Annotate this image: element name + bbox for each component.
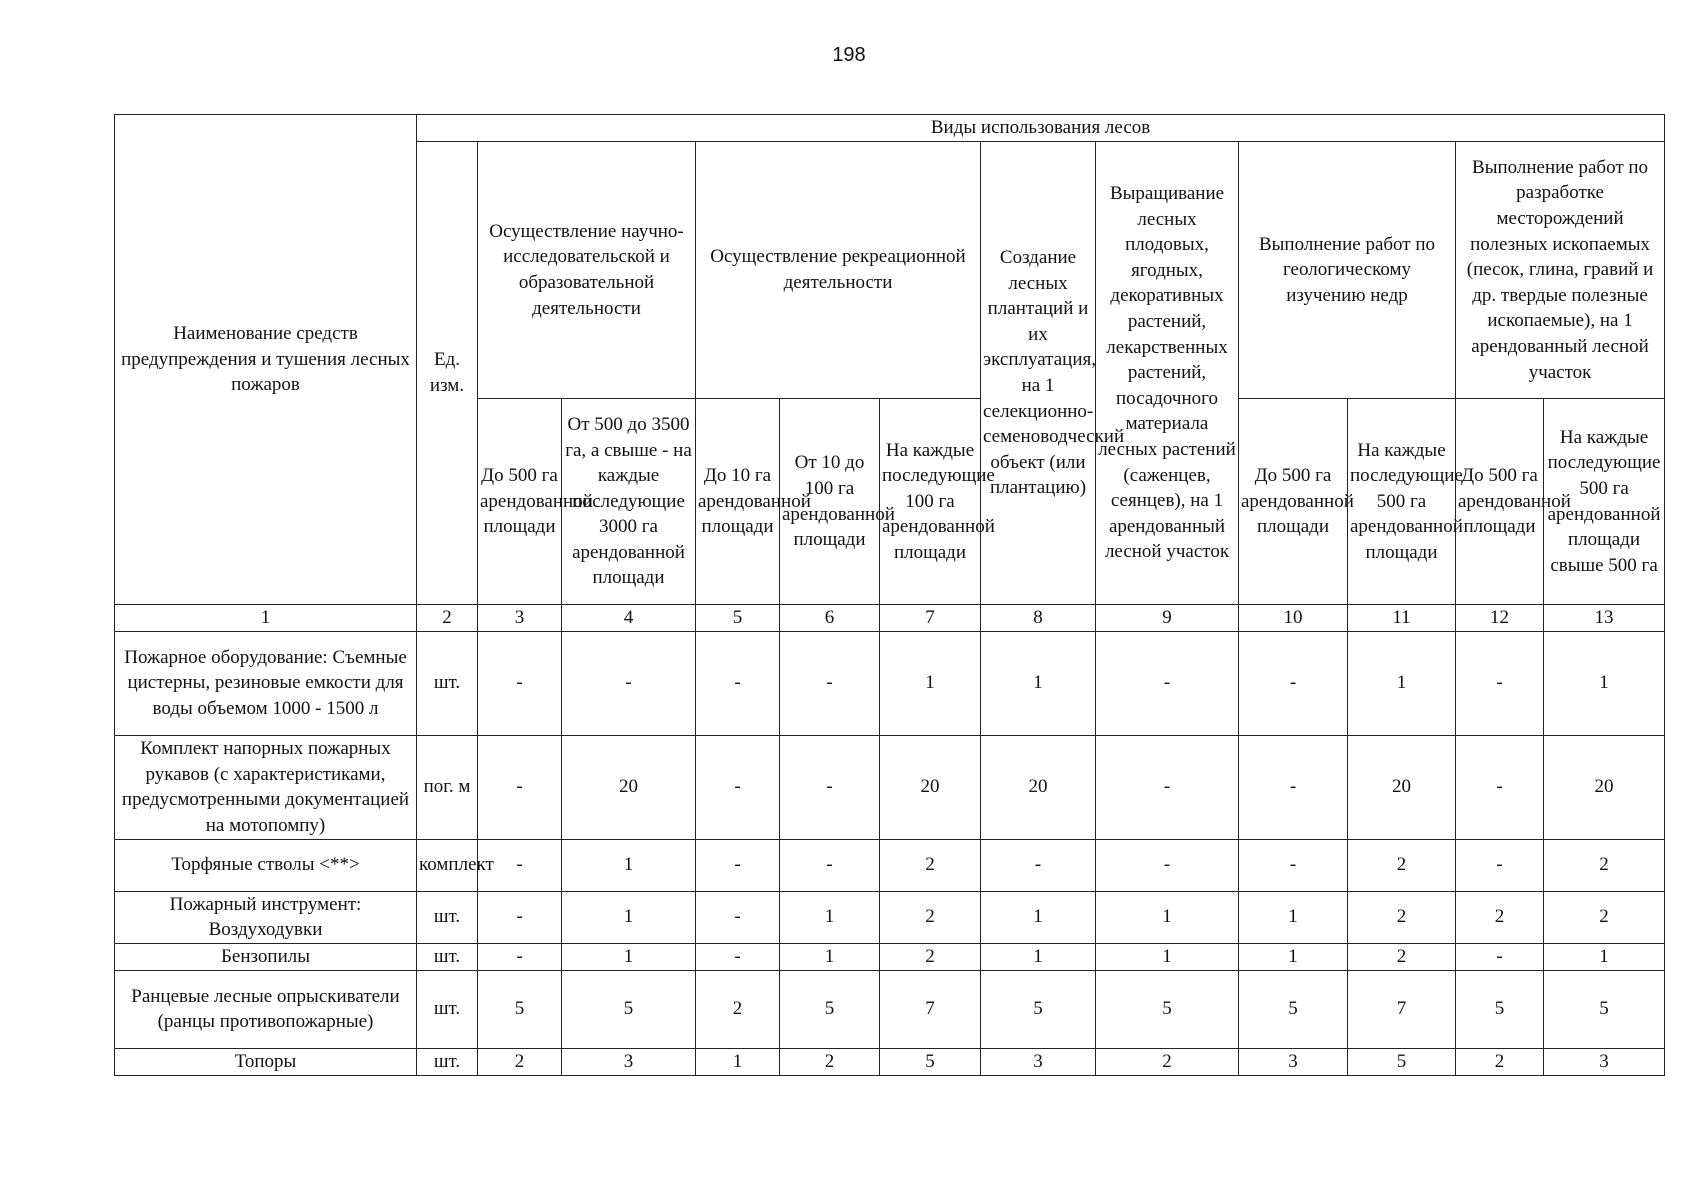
header-unit: Ед. изм. xyxy=(417,142,478,605)
row-unit: шт. xyxy=(417,943,478,970)
col-number: 11 xyxy=(1348,605,1456,632)
row-value: 1 xyxy=(1096,891,1239,943)
row-value: 1 xyxy=(1239,943,1348,970)
table-row xyxy=(115,891,1665,943)
row-value: - xyxy=(1239,631,1348,735)
table-row xyxy=(115,839,1665,891)
row-value: 1 xyxy=(880,631,981,735)
row-value: 20 xyxy=(1348,735,1456,839)
row-value: - xyxy=(478,943,562,970)
row-name: Топоры xyxy=(115,1048,417,1075)
row-value: 1 xyxy=(562,839,696,891)
row-value: 2 xyxy=(1456,891,1544,943)
row-value: 1 xyxy=(981,891,1096,943)
row-value: 2 xyxy=(1544,839,1665,891)
row-value: 1 xyxy=(780,943,880,970)
row-value: - xyxy=(1239,735,1348,839)
row-value: 1 xyxy=(562,943,696,970)
header-sub-3: До 500 га арендованной площади xyxy=(478,399,562,605)
header-group-mining: Выполнение работ по разработке месторождений полезных ископаемых (песок, глина, гравий и др. твердые полезные ископаемые), на 1 арендованный лесной участок xyxy=(1456,142,1665,399)
header-sub-7: На каждые последующие 100 га арендованной площади xyxy=(880,399,981,605)
row-unit: комплект xyxy=(417,839,478,891)
table-row xyxy=(115,735,1665,839)
row-value: 2 xyxy=(1348,943,1456,970)
col-number: 3 xyxy=(478,605,562,632)
header-sub-11: На каждые последующие 500 га арендованной площади xyxy=(1348,399,1456,605)
row-name: Комплект напорных пожарных рукавов (с характеристиками, предусмотренными документацией на мотопомпу) xyxy=(115,735,417,839)
row-unit: шт. xyxy=(417,631,478,735)
row-value: 2 xyxy=(880,943,981,970)
row-value: - xyxy=(478,839,562,891)
table-row xyxy=(115,1048,1665,1075)
row-value: - xyxy=(1456,839,1544,891)
row-value: 5 xyxy=(880,1048,981,1075)
row-value: 7 xyxy=(1348,970,1456,1048)
row-value: - xyxy=(981,839,1096,891)
row-value: 2 xyxy=(478,1048,562,1075)
row-value: - xyxy=(696,735,780,839)
col-number: 8 xyxy=(981,605,1096,632)
row-value: 5 xyxy=(981,970,1096,1048)
row-value: - xyxy=(696,891,780,943)
header-row-numbers xyxy=(115,605,1665,632)
header-sub-4: От 500 до 3500 га, а свыше - на каждые последующие 3000 га арендованной площади xyxy=(562,399,696,605)
row-value: 5 xyxy=(1348,1048,1456,1075)
row-value: 20 xyxy=(1544,735,1665,839)
header-group-recreation: Осуществление рекреационной деятельности xyxy=(696,142,981,399)
header-sub-10: До 500 га арендованной площади xyxy=(1239,399,1348,605)
header-sub-13: На каждые последующие 500 га арендованной площади свыше 500 га xyxy=(1544,399,1665,605)
col-number: 13 xyxy=(1544,605,1665,632)
col-number: 2 xyxy=(417,605,478,632)
row-value: - xyxy=(696,839,780,891)
header-group-plantations: Создание лесных плантаций и их эксплуатация, на 1 селекционно-семеноводческий объект (или плантацию) xyxy=(981,142,1096,605)
col-number: 1 xyxy=(115,605,417,632)
header-name: Наименование средств предупреждения и тушения лесных пожаров xyxy=(115,115,417,605)
col-number: 7 xyxy=(880,605,981,632)
page-number: 198 xyxy=(832,44,866,66)
equipment-table xyxy=(114,114,1665,1076)
row-value: - xyxy=(562,631,696,735)
row-unit: шт. xyxy=(417,1048,478,1075)
header-sub-6: От 10 до 100 га арендованной площади xyxy=(780,399,880,605)
row-value: - xyxy=(780,839,880,891)
row-value: 3 xyxy=(1239,1048,1348,1075)
row-value: - xyxy=(1096,735,1239,839)
row-value: 1 xyxy=(1239,891,1348,943)
row-value: - xyxy=(478,631,562,735)
row-value: - xyxy=(1239,839,1348,891)
col-number: 9 xyxy=(1096,605,1239,632)
row-value: 1 xyxy=(562,891,696,943)
row-name: Бензопилы xyxy=(115,943,417,970)
row-value: 1 xyxy=(981,631,1096,735)
row-value: 7 xyxy=(880,970,981,1048)
table-row xyxy=(115,970,1665,1048)
header-group-growing: Выращивание лесных плодовых, ягодных, декоративных растений, лекарственных растений, посадочного материала лесных растений (саженцев, сеянцев), на 1 арендованный лесной участок xyxy=(1096,142,1239,605)
row-unit: шт. xyxy=(417,970,478,1048)
row-value: - xyxy=(780,735,880,839)
header-group-title: Виды использования лесов xyxy=(417,115,1665,142)
row-value: 3 xyxy=(1544,1048,1665,1075)
row-name: Ранцевые лесные опрыскиватели (ранцы противопожарные) xyxy=(115,970,417,1048)
row-value: 1 xyxy=(780,891,880,943)
row-value: 2 xyxy=(1348,891,1456,943)
col-number: 6 xyxy=(780,605,880,632)
row-value: 20 xyxy=(981,735,1096,839)
row-value: 5 xyxy=(1456,970,1544,1048)
header-group-research: Осуществление научно-исследовательской и образовательной деятельности xyxy=(478,142,696,399)
table-row xyxy=(115,631,1665,735)
row-name: Пожарное оборудование: Съемные цистерны, резиновые емкости для воды объемом 1000 - 1500 л xyxy=(115,631,417,735)
row-name: Торфяные стволы <**> xyxy=(115,839,417,891)
row-value: 2 xyxy=(780,1048,880,1075)
row-value: 1 xyxy=(1544,943,1665,970)
row-value: 2 xyxy=(696,970,780,1048)
row-value: - xyxy=(1456,943,1544,970)
row-unit: пог. м xyxy=(417,735,478,839)
table-row xyxy=(115,943,1665,970)
row-value: - xyxy=(1456,735,1544,839)
row-value: 5 xyxy=(1239,970,1348,1048)
row-value: 20 xyxy=(562,735,696,839)
header-sub-5: До 10 га арендованной площади xyxy=(696,399,780,605)
row-value: 5 xyxy=(1544,970,1665,1048)
row-value: 1 xyxy=(1544,631,1665,735)
row-value: 2 xyxy=(1348,839,1456,891)
row-value: - xyxy=(1096,631,1239,735)
row-value: - xyxy=(1096,839,1239,891)
col-number: 12 xyxy=(1456,605,1544,632)
row-value: 2 xyxy=(880,839,981,891)
header-row-top xyxy=(115,115,1665,142)
col-number: 5 xyxy=(696,605,780,632)
row-value: - xyxy=(780,631,880,735)
row-value: 3 xyxy=(562,1048,696,1075)
row-value: 2 xyxy=(880,891,981,943)
row-value: 20 xyxy=(880,735,981,839)
row-value: - xyxy=(696,943,780,970)
header-group-geology: Выполнение работ по геологическому изучению недр xyxy=(1239,142,1456,399)
row-value: 3 xyxy=(981,1048,1096,1075)
row-value: 1 xyxy=(696,1048,780,1075)
row-value: 2 xyxy=(1456,1048,1544,1075)
row-value: 2 xyxy=(1096,1048,1239,1075)
row-unit: шт. xyxy=(417,891,478,943)
col-number: 4 xyxy=(562,605,696,632)
row-value: - xyxy=(478,891,562,943)
row-value: 1 xyxy=(981,943,1096,970)
row-value: 2 xyxy=(1544,891,1665,943)
row-value: - xyxy=(478,735,562,839)
col-number: 10 xyxy=(1239,605,1348,632)
header-sub-12: До 500 га арендованной площади xyxy=(1456,399,1544,605)
row-value: 5 xyxy=(478,970,562,1048)
row-value: 1 xyxy=(1096,943,1239,970)
row-value: - xyxy=(1456,631,1544,735)
row-name: Пожарный инструмент: Воздуходувки xyxy=(115,891,417,943)
row-value: 5 xyxy=(562,970,696,1048)
row-value: 5 xyxy=(1096,970,1239,1048)
row-value: 5 xyxy=(780,970,880,1048)
row-value: - xyxy=(696,631,780,735)
row-value: 1 xyxy=(1348,631,1456,735)
